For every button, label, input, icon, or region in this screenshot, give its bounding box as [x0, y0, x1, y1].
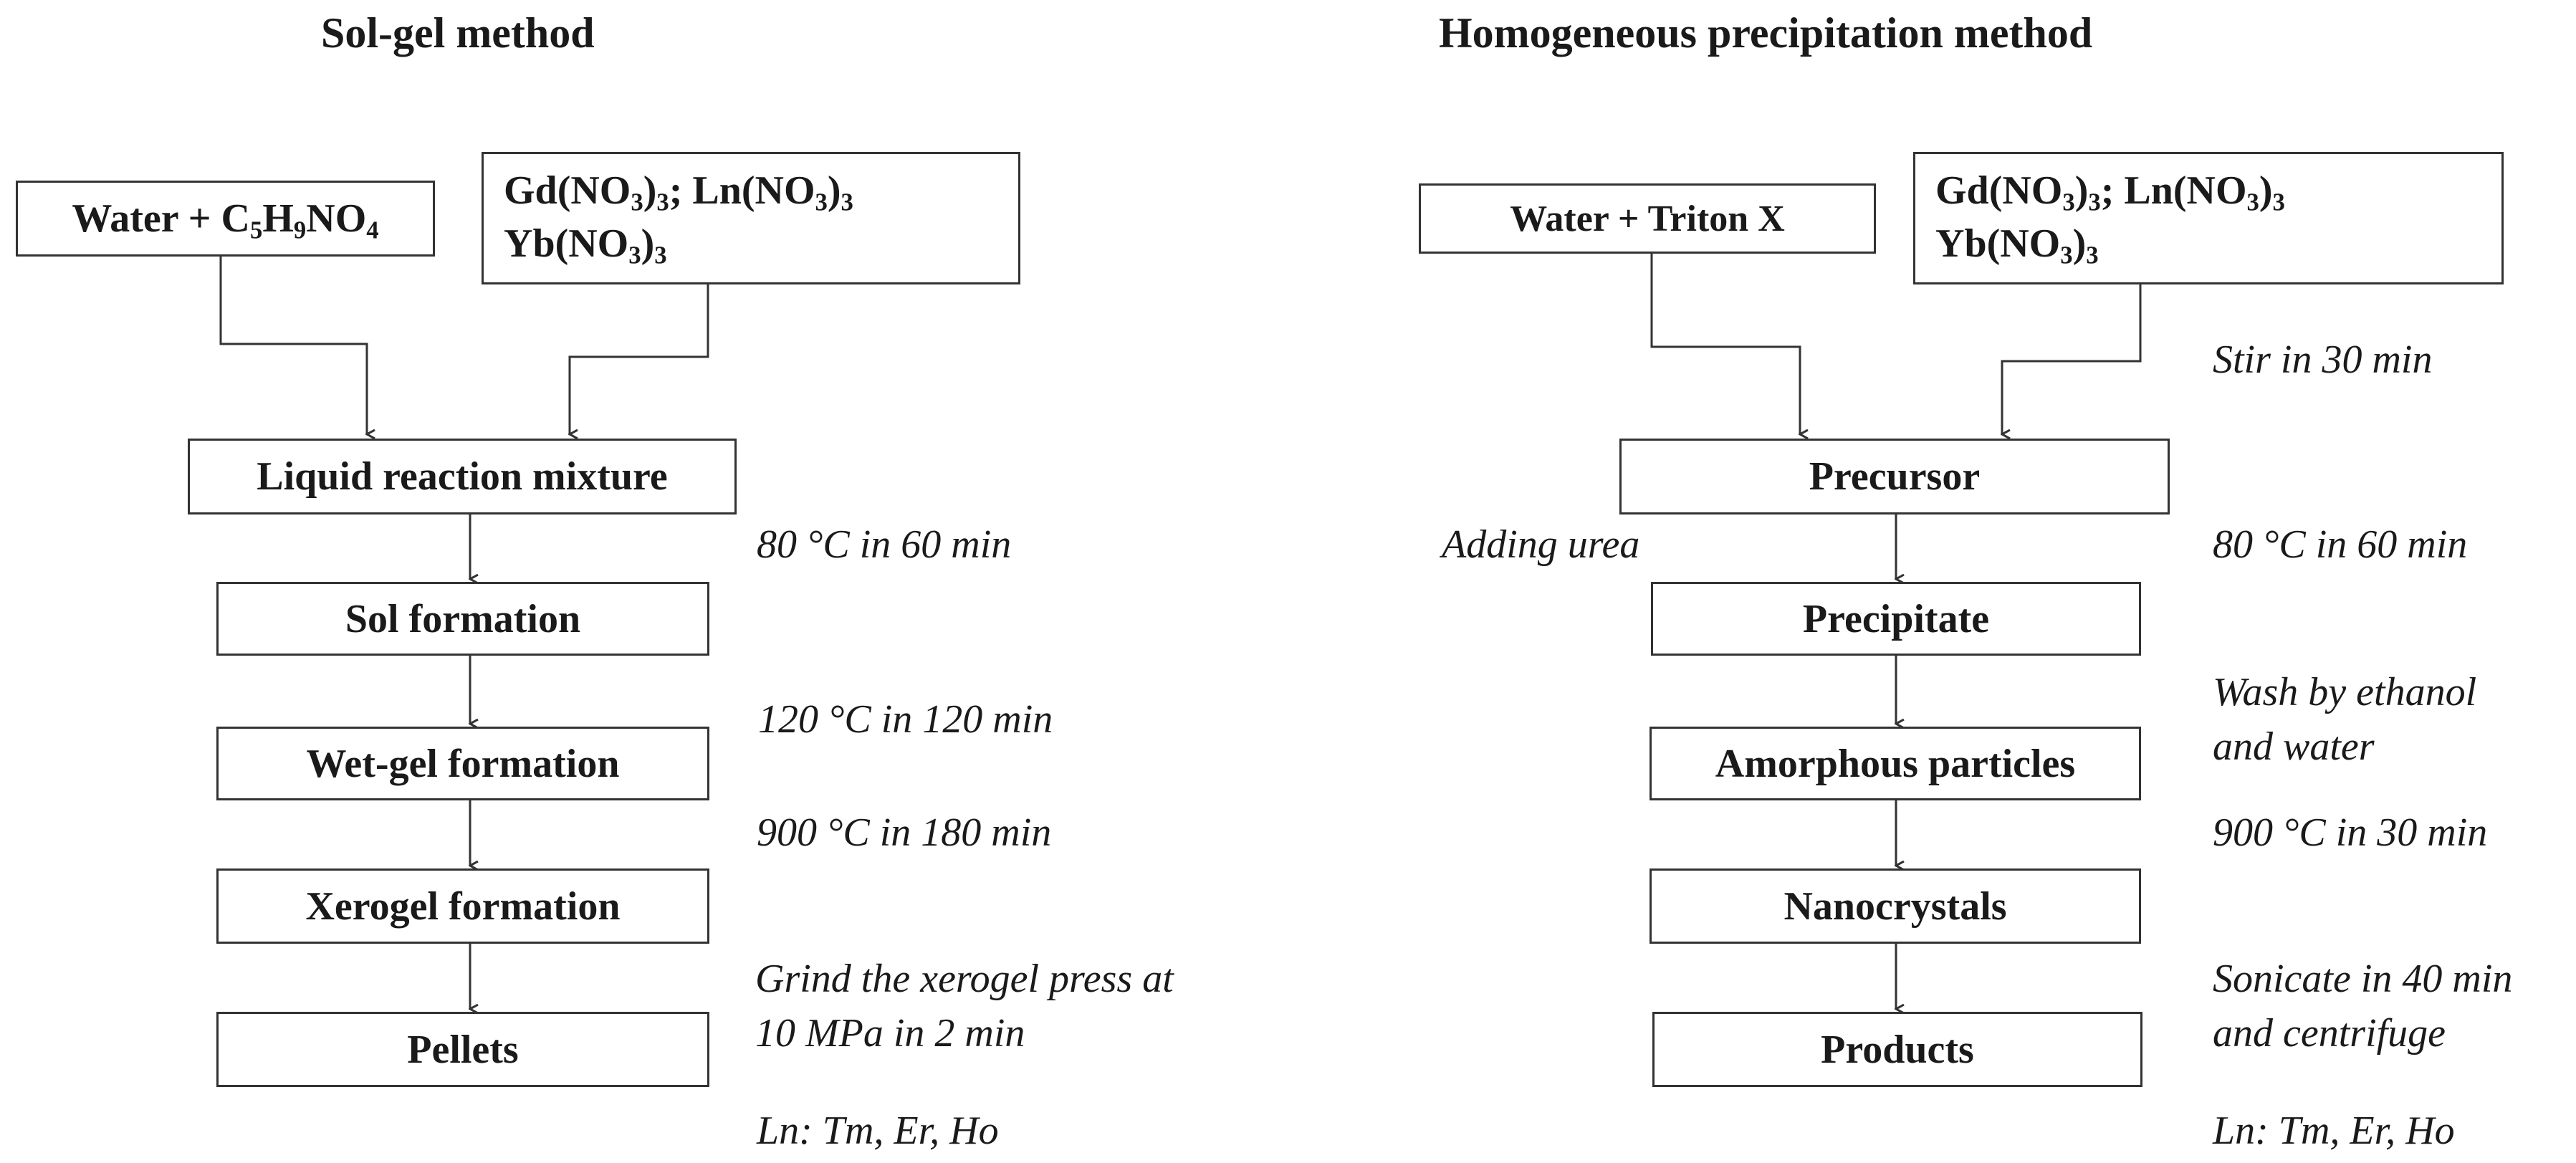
note-80c-60min-solgel: 80 °C in 60 min: [757, 522, 1012, 567]
note-sonicate-line-1: Sonicate in 40 min: [2213, 957, 2513, 1001]
step-products: Products: [1652, 1012, 2142, 1087]
sol-gel-title: Sol-gel method: [321, 9, 595, 57]
step-amorphous-particles: Amorphous particles: [1649, 727, 2141, 800]
reagent-water-triton: Water + Triton X: [1419, 183, 1876, 254]
step-pellets: Pellets: [216, 1012, 709, 1087]
note-ln-homog: Ln: Tm, Er, Ho: [2213, 1109, 2455, 1153]
step-precipitate: Precipitate: [1651, 582, 2141, 656]
step-xerogel-formation: Xerogel formation: [216, 868, 709, 944]
note-ln-solgel: Ln: Tm, Er, Ho: [757, 1109, 999, 1153]
step-sol-formation: Sol formation: [216, 582, 709, 656]
nitrates-line-1: $Gd(NO_3)_3$; $Ln(NO_3)_3$: [1935, 168, 2285, 216]
note-grind-press: [755, 952, 1174, 1061]
nitrates-line-2: $Yb(NO_3)_3$: [504, 221, 667, 269]
nitrates-line-1: $Gd(NO_3)_3$; $Ln(NO_3)_3$: [504, 168, 853, 216]
step-liquid-reaction-mixture: Liquid reaction mixture: [188, 439, 737, 515]
step-precursor: Precursor: [1619, 439, 2170, 515]
note-grind-line-1: Grind the xerogel press at: [755, 957, 1174, 1001]
note-80c-60min-homog: 80 °C in 60 min: [2213, 522, 2468, 567]
arrow-nitrates-to-precursor: [2002, 284, 2140, 434]
arrow-nitrates-to-mixture: [570, 284, 708, 434]
step-wet-gel-formation: Wet-gel formation: [216, 727, 709, 800]
nitrates-line-2: $Yb(NO_3)_3$: [1935, 221, 2099, 269]
homogeneous-title: Homogeneous precipitation method: [1439, 9, 2093, 57]
reagent-nitrates-sol-gel: [482, 152, 1020, 284]
note-sonicate-line-2: and centrifuge: [2213, 1011, 2446, 1056]
note-wash-line-1: Wash by ethanol: [2213, 670, 2477, 714]
arrow-triton-to-precursor: [1652, 254, 1800, 434]
note-wash-line-2: and water: [2213, 724, 2375, 769]
reagent-nitrates-homogeneous: [1913, 152, 2504, 284]
note-900c-180min: 900 °C in 180 min: [757, 810, 1052, 855]
step-nanocrystals: Nanocrystals: [1649, 868, 2141, 944]
note-stir-30min: Stir in 30 min: [2213, 338, 2433, 382]
reagent-water-glutamic: [16, 181, 435, 257]
note-grind-line-2: 10 MPa in 2 min: [755, 1011, 1025, 1056]
reagent-water-glutamic-label: Water + $C_5H_9NO_4$: [72, 196, 379, 244]
arrow-water-to-mixture: [221, 257, 367, 434]
note-900c-30min: 900 °C in 30 min: [2213, 810, 2488, 855]
note-120c-120min: 120 °C in 120 min: [758, 697, 1053, 742]
note-adding-urea: Adding urea: [1442, 522, 1640, 567]
note-wash-ethanol: [2213, 665, 2476, 774]
note-sonicate: [2213, 952, 2512, 1061]
